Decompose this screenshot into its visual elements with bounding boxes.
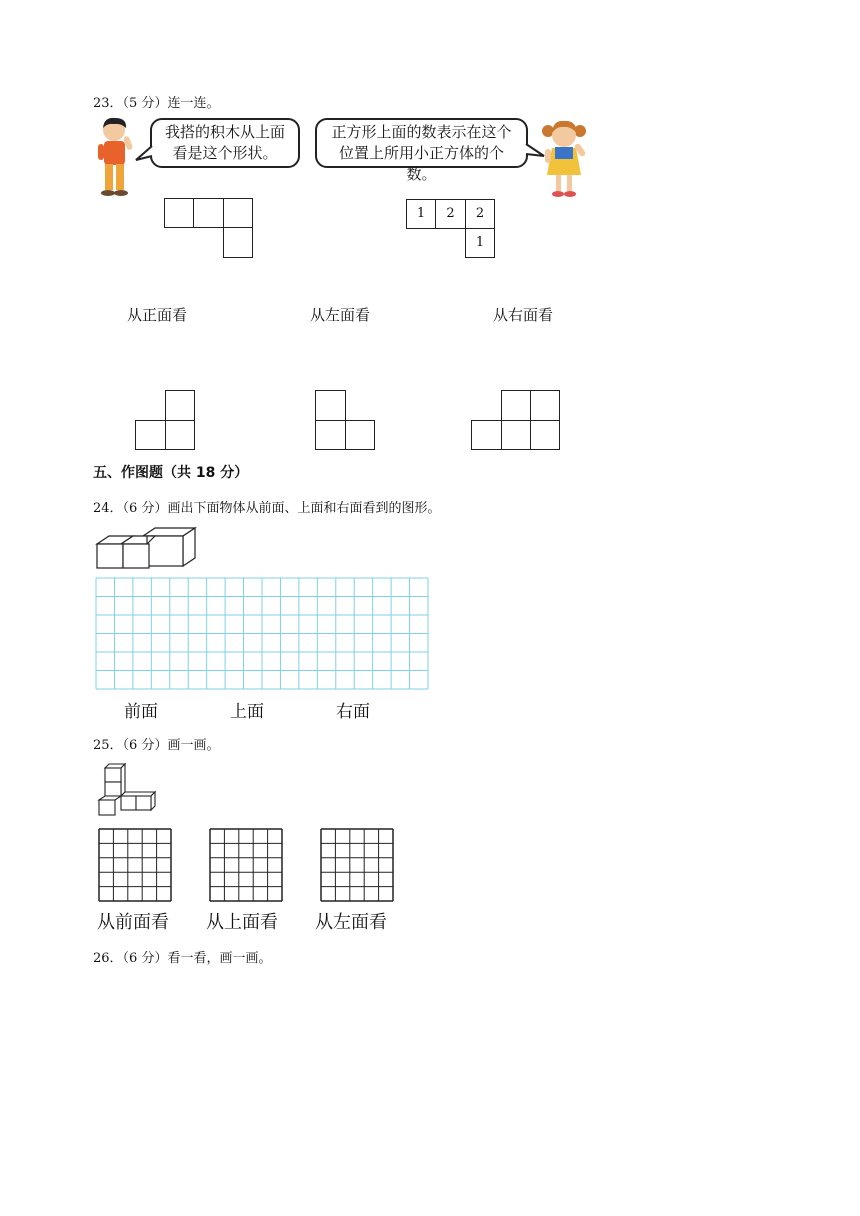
q24-label-right: 右面 [336,702,370,721]
girl-bubble-line2: 位置上所用小正方体的个数。 [338,144,504,183]
q24-block-figure [95,526,197,572]
boy-illustration [94,116,136,198]
q25-title: 25．（6 分）画一画。 [93,738,220,753]
option-cell [135,420,166,450]
numbered-cell: 1 [406,199,436,229]
option-cell [501,420,531,450]
boy-bubble-line2: 看是这个形状。 [172,144,278,162]
q25-grid-left[interactable] [320,828,394,902]
boy-speech-bubble [150,118,300,168]
top-view-cell [193,198,224,228]
boy-bubble-tail [134,144,154,164]
option-cell [530,420,560,450]
q23-title: 23．（5 分）连一连。 [93,96,220,111]
option-cell [165,420,195,450]
q24-label-top: 上面 [230,702,264,721]
option-cell [165,390,195,421]
option-cell [315,420,346,450]
girl-speech-bubble [315,118,528,183]
q25-block-figure [97,762,157,818]
numbered-cell: 2 [465,199,495,229]
option-cell [501,390,531,421]
top-view-cell [223,227,253,258]
q25-label-left: 从左面看 [315,912,387,932]
view-label-left: 从左面看 [310,306,371,324]
option-cell [315,390,346,421]
section5-title: 五、作图题（共 18 分） [93,465,249,481]
boy-bubble-line1: 我搭的积木从上面 [164,123,285,141]
q24-label-front: 前面 [124,702,158,721]
q25-grid-top[interactable] [209,828,283,902]
q25-label-front: 从前面看 [97,912,169,932]
view-label-front: 从正面看 [127,306,188,324]
numbered-cell: 1 [465,228,495,258]
view-label-right: 从右面看 [493,306,554,324]
option-cell [471,420,502,450]
top-view-cell [223,198,253,228]
numbered-cell: 2 [435,199,466,229]
q25-label-top: 从上面看 [206,912,278,932]
option-cell [345,420,375,450]
top-view-cell [164,198,194,228]
q26-title: 26．（6 分）看一看，画一画。 [93,951,272,966]
q25-grid-front[interactable] [98,828,172,902]
girl-bubble-line1: 正方形上面的数表示在这个 [331,123,512,141]
q24-title: 24．（6 分）画出下面物体从前面、上面和右面看到的图形。 [93,501,441,516]
q24-drawing-grid[interactable] [95,577,429,690]
option-cell [530,390,560,421]
girl-illustration [540,117,592,199]
